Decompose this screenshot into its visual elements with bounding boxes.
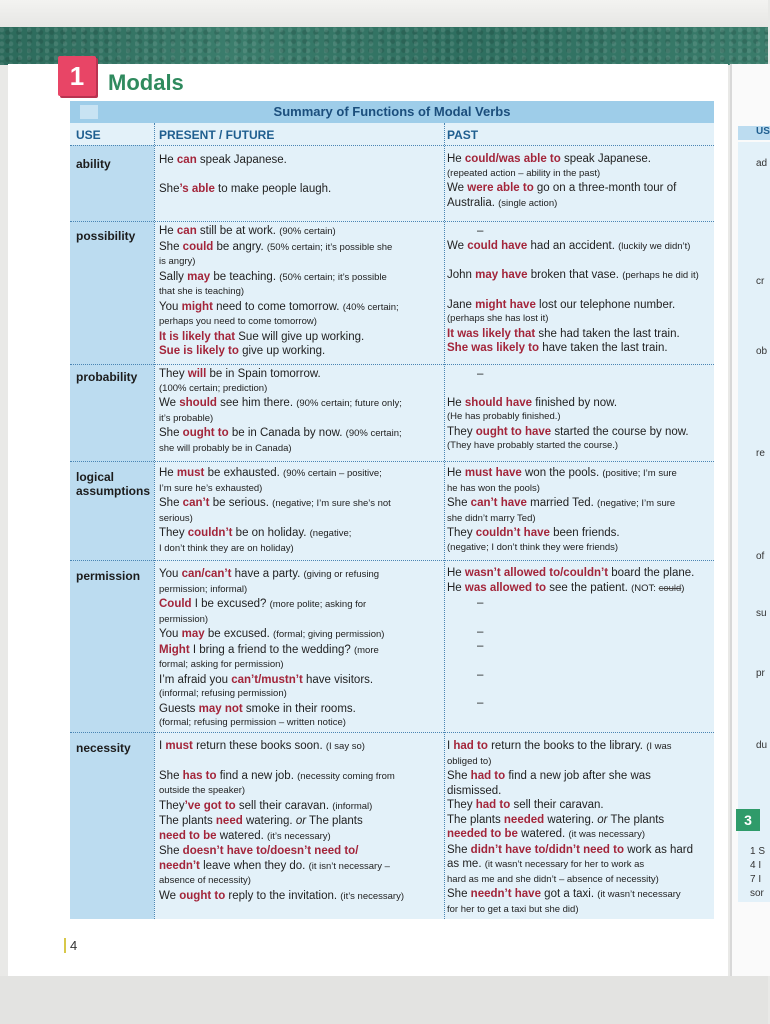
right-use-label: ob (756, 346, 768, 357)
header-use: USE (76, 128, 101, 142)
logical-present-cell: He must be exhausted. (90% certain – positive; I’m sure he’s exhausted) She can’t be serious. (negative; I’m sure she’s not serious) They couldn’t be on holiday. (negative; I don’t think they are on holiday) (159, 467, 391, 554)
use-label-ability: ability (76, 157, 111, 171)
possibility-past-cell: – We could have had an accident. (luckily we didn’t) John may have broken that vase. (perhaps he did it) Jane might have lost our telephone number. (perhaps she has lost it) It was likely that she had taken the last train. She was likely to have taken the last train. (447, 225, 699, 354)
use-label-permission: permission (76, 569, 141, 583)
right-use-label: ad (756, 158, 768, 169)
column-divider (444, 123, 445, 919)
header-banner (0, 27, 768, 65)
use-label-logical: logical (76, 470, 115, 484)
right-text-line: 1 S (750, 846, 766, 857)
use-label-assumptions: assumptions (76, 484, 151, 498)
ability-past-cell: He could/was able to speak Japanese. (repeated action – ability in the past) We were able to go on a three-month tour of Australia. (single action) (447, 153, 677, 209)
caption-tab-decoration (80, 105, 98, 119)
logical-past-cell: He must have won the pools. (positive; I’m sure he has won the pools) She can’t have married Ted. (negative; I’m sure she didn’t marry Ted) They couldn’t have been friends. (negative; I don’t think they were friends) (447, 467, 677, 553)
right-use-label: cr (756, 276, 765, 287)
use-label-probability: probability (76, 370, 138, 384)
permission-present-cell: You can/can’t have a party. (giving or refusing permission; informal) Could I be excused? (more polite; asking for permission) You may be excused. (formal; giving permission) Might I bring a friend to the wedding? (more formal; asking for permission) I’m afraid you can’t/mustn’t have visitors. (informal; refusing permission) Guests may not smoke in their rooms. (formal; refusing permission – written notice) (159, 568, 385, 728)
ability-present-cell: He can speak Japanese. She’s able to make people laugh. (159, 154, 332, 195)
right-table-header: US (738, 126, 770, 140)
use-label-possibility: possibility (76, 229, 136, 243)
table-caption (70, 101, 714, 123)
page-number: 4 (64, 938, 77, 953)
right-use-column (738, 142, 770, 902)
row-divider (70, 461, 714, 462)
modal-verbs-table (70, 101, 714, 919)
right-text-line: 4 I (750, 860, 762, 871)
row-divider (70, 732, 714, 733)
header-present-future: PRESENT / FUTURE (159, 128, 275, 142)
necessity-past-cell: I had to return the books to the library. (I was obliged to) She had to find a new job after she was dismissed. They had to sell their caravan. The plants needed watering. or The plants needed to be watered. (it was necessary) She didn’t have to/didn’t need to work as hard as me. (it wasn’t necessary for her to work as hard as me and she didn’t – absence of necessity) She needn’t have got a taxi. (it wasn’t necessary for her to get a taxi but she did) (447, 740, 694, 915)
scan-bottom-margin (0, 976, 768, 1024)
necessity-present-cell: I must return these books soon. (I say so) She has to find a new job. (necessity coming from outside the speaker) They’ve got to sell their caravan. (informal) The plants need watering. or The plants need to be watered. (it’s necessary) She doesn’t have to/doesn’t need to/ needn’t leave when they do. (it isn’t necessary – absence of necessity) We ought to reply to the invitation. (it’s necessary) (159, 740, 404, 902)
use-label-necessity: necessity (76, 741, 131, 755)
possibility-present-cell: He can still be at work. (90% certain) She could be angry. (50% certain; it’s possible she is angry) Sally may be teaching. (50% certain; it’s possible that she is teaching) You might need to come tomorrow. (40% certain; perhaps you need to come tomorrow) It is likely that Sue will give up working. Sue is likely to give up working. (159, 225, 399, 357)
probability-present-cell: They will be in Spain tomorrow. (100% certain; prediction) We should see him there. (90% certain; future only; it’s probable) She ought to be in Canada by now. (90% certain; she will probably be in Canada) (159, 368, 402, 454)
unit-number-badge: 1 (58, 56, 96, 96)
right-use-label: pr (756, 668, 765, 679)
right-use-label: re (756, 448, 765, 459)
use-label-logical-assumptions (76, 470, 150, 498)
use-column-background (70, 145, 154, 919)
probability-past-cell: – He should have finished by now. (He has probably finished.) They ought to have started the course by now. (They have probably started the course.) (447, 368, 689, 451)
row-divider (70, 221, 714, 222)
table-header-row (70, 123, 714, 146)
right-text-line: 7 I (750, 874, 762, 885)
right-text-line: sor (750, 888, 764, 899)
header-past: PAST (447, 128, 479, 142)
right-use-label: su (756, 608, 767, 619)
right-use-label: of (756, 551, 765, 562)
right-page-edge (730, 64, 770, 976)
right-use-label: du (756, 740, 768, 751)
exercise-badge: 3 (736, 809, 760, 831)
table-caption-text: Summary of Functions of Modal Verbs (273, 104, 511, 119)
row-divider (70, 560, 714, 561)
column-divider (154, 123, 155, 919)
row-divider (70, 364, 714, 365)
permission-past-cell: He wasn’t allowed to/couldn’t board the plane. He was allowed to see the patient. (NOT: could) – – – – – (447, 567, 695, 709)
unit-title: Modals (108, 70, 184, 95)
